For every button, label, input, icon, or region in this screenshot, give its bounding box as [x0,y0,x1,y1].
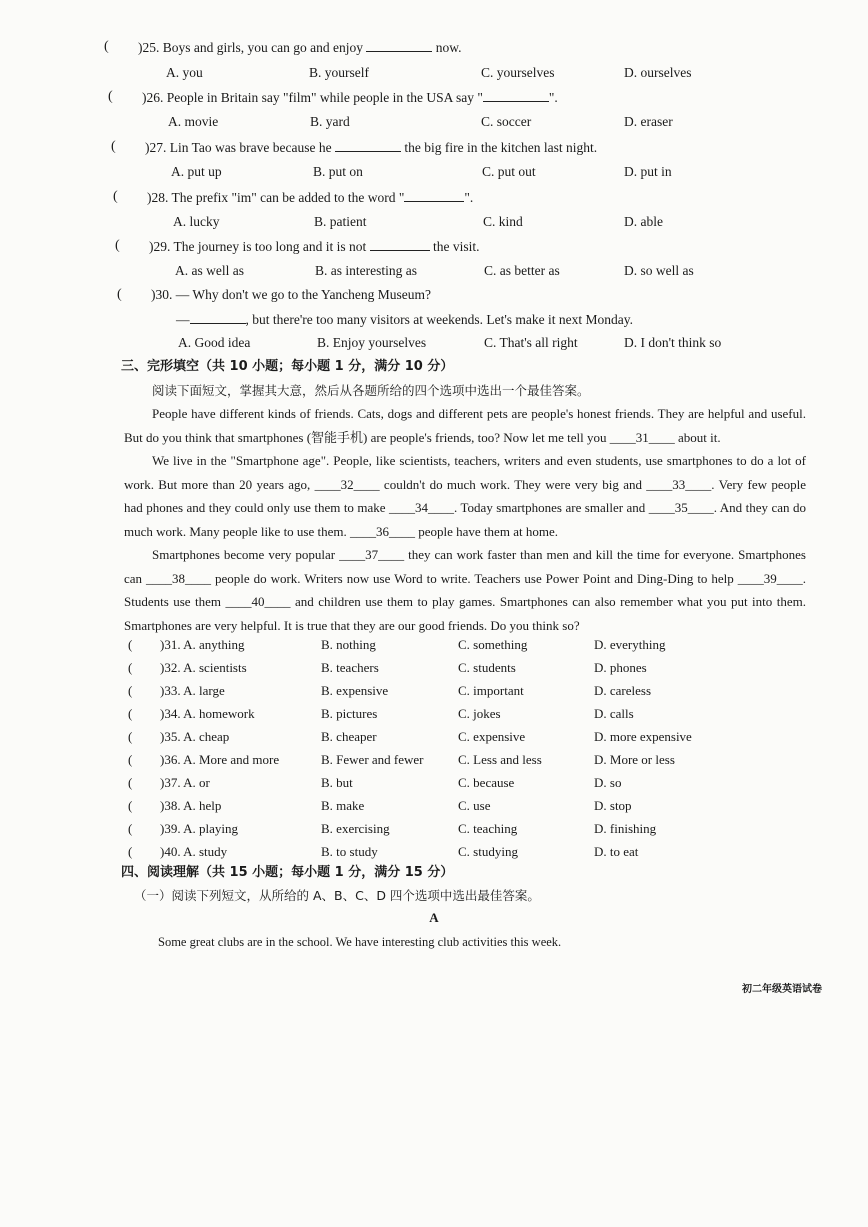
answer-paren: ( [104,39,109,54]
option-b: B. yard [310,114,350,129]
section-4-heading: 四、阅读理解（共 15 小题；每小题 1 分，满分 15 分） [121,865,454,880]
option-a: A. lucky [173,214,220,229]
question-30: )30. — Why don't we go to the Yancheng Museum? [151,287,432,302]
section-3-heading: 三、完形填空（共 10 小题；每小题 1 分，满分 10 分） [121,359,454,374]
option-a: A. put up [171,164,222,179]
option-c: C. That's all right [484,335,578,350]
option-b: B. patient [314,214,367,229]
option-b: B. as interesting as [315,263,417,278]
answer-paren: ( [117,287,122,302]
question-25: )25. Boys and girls, you can go and enjoy now. [138,40,462,55]
option-d: D. put in [624,164,672,179]
option-a: A. as well as [175,263,244,278]
passage-a-first-line: Some great clubs are in the school. We have interesting club activities this week. [158,935,562,949]
answer-paren: ( [108,89,113,104]
option-c: C. as better as [484,263,560,278]
answer-paren: ( [113,189,118,204]
option-a: A. Good idea [178,335,251,350]
option-b: B. Enjoy yourselves [317,335,427,350]
option-d: D. so well as [624,263,694,278]
option-c: C. soccer [481,114,532,129]
passage-letter: A [429,910,439,925]
option-d: D. eraser [624,114,673,129]
passage-paragraph-3: Smartphones become very popular ____37____ they can work faster than men and kill the time for everyone. Smartphones can ____38____ people do work. Writers now use Word to write. Teachers use Power Point and Ding-Ding to help ____39____. Students use them ____40____ and children use them to play games. Smartphones can also remember what you put into them. Smartphones are very helpful. It is true that they are our good friends. Do you think so? [124,547,806,633]
question-28: )28. The prefix "im" can be added to the word " ". [147,190,474,205]
option-a: A. movie [168,114,219,129]
option-c: C. put out [482,164,536,179]
answer-paren: ( [111,139,116,154]
option-d: D. I don't think so [624,335,722,350]
option-c: C. yourselves [481,65,555,80]
option-a: A. you [166,65,203,80]
question-27: )27. Lin Tao was brave because he the big fire in the kitchen last night. [145,140,598,155]
page-footer: 初二年级英语试卷 [742,984,822,995]
question-26: )26. People in Britain say "film" while people in the USA say " ". [142,90,558,105]
answer-paren: ( [115,238,120,253]
section-3-instruction: 阅读下面短文，掌握其大意，然后从各题所给的四个选项中选出一个最佳答案。 [152,383,590,398]
option-c: C. kind [483,214,523,229]
passage-paragraph-1: People have different kinds of friends. Cats, dogs and different pets are people's honest friends. They are helpful and useful. But do you think that smartphones (智能手机) are people's friends, too? Now let me tell you ____31____ about it. [124,406,806,445]
question-29: )29. The journey is too long and it is not the visit. [149,239,480,254]
section-4-instruction: （一）阅读下列短文，从所给的 A、B、C、D 四个选项中选出最佳答案。 [134,888,540,903]
option-b: B. put on [313,164,363,179]
passage-paragraph-2: We live in the "Smartphone age". People, like scientists, teachers, writers and even students, use smartphones to do a lot of work. But more than 20 years ago, ____32____ couldn't do much work. They were very big and ____33____. Very few people had phones and they could only use them to make ____34____. Today smartphones are smaller and ____35____. And they can do much work. Many people like to use them. ____36____ people have them at home. [124,453,806,539]
option-b: B. yourself [309,65,369,80]
question-30-response: — , but there're too many visitors at weekends. Let's make it next Monday. [176,312,634,327]
option-d: D. ourselves [624,65,692,80]
option-d: D. able [624,214,663,229]
cloze-passage [124,402,806,637]
exam-page: ( )25. Boys and girls, you can go and enjoy now. A. you B. yourself C. yourselves D. ourselves ( )26. People in Britain say "film" while people in the USA say " ". A. movie B. yard C. soccer D. eraser ( )27. Lin Tao was brave because he the big fire in the kitchen last night. A. put up B. put on C. put out D. put in ( )28. The prefix "im" can be added to the word " ". A. lucky B. patient C. kind D. able ( )29. The journey is too long and it is not the visit. A. as well as B. as interesting as C. as better as D. so well as ( )30. — Why don't we go to the Yancheng Museum? — , but there're too many visitors at weekends. Let's make it next Monday. A. Good idea B. Enjoy yourselves C. That's all right D. I don't think so 三、完形填空（共 10 小题；每小题 1 分，满分 10 分） 阅读下面短文，掌握其大意，然后从各题所给的四个选项中选出一个最佳答案。 People have different kinds of friends. Cats, dogs and different pets are people's honest friends. They are helpful and useful. But do you think that smartphones (智能手机) are people's friends, too? Now let me tell you ____31____ about it. We live in the "Smartphone age". People, like scientists, teachers, writers and even students, use smartphones to do a lot of work. But more than 20 years ago, ____32____ couldn't do much work. They were very big and ____33____. Very few people had phones and they could only use them to make ____34____. Today smartphones are smaller and ____35____. And they can do much work. Many people like to use them. ____36____ people have them at home. Smartphones become very popular ____37____ they can work faster than men and kill the time for everyone. Smartphones can ____38____ people do work. Writers now use Word to write. Teachers use Power Point and Ding-Ding to help ____39____. Students use them ____40____ and children use them to play games. Smartphones can also remember what you put into them. Smartphones are very helpful. It is true that they are our good friends. Do you think so? ( )31. A. anything B. nothing C. something D. everything ( )32. A. scientists B. teachers C. students D. phones ( )33. A. large B. expensive C. important D. careless ( )34. A. homework B. pictures C. jokes D. calls ( )35. A. cheap B. cheaper C. expensive D. more expensive ( )36. A. More and more B. Fewer and fewer C. Less and less D. More or less ( )37. A. or B. but C. because D. so ( )38. A. help B. make C. use D. stop ( )39. A. playing B. exercising C. teaching D. finishing ( )40. A. study B. to study C. studying D. to eat 四、阅读理解（共 15 小题；每小题 1 分，满分 15 分） （一）阅读下列短文，从所给的 A、B、C、D 四个选项中选出最佳答案。 A Some great clubs are in the school. We have interesting club activities this week. 初二年级英语试卷 [0,0,868,1227]
